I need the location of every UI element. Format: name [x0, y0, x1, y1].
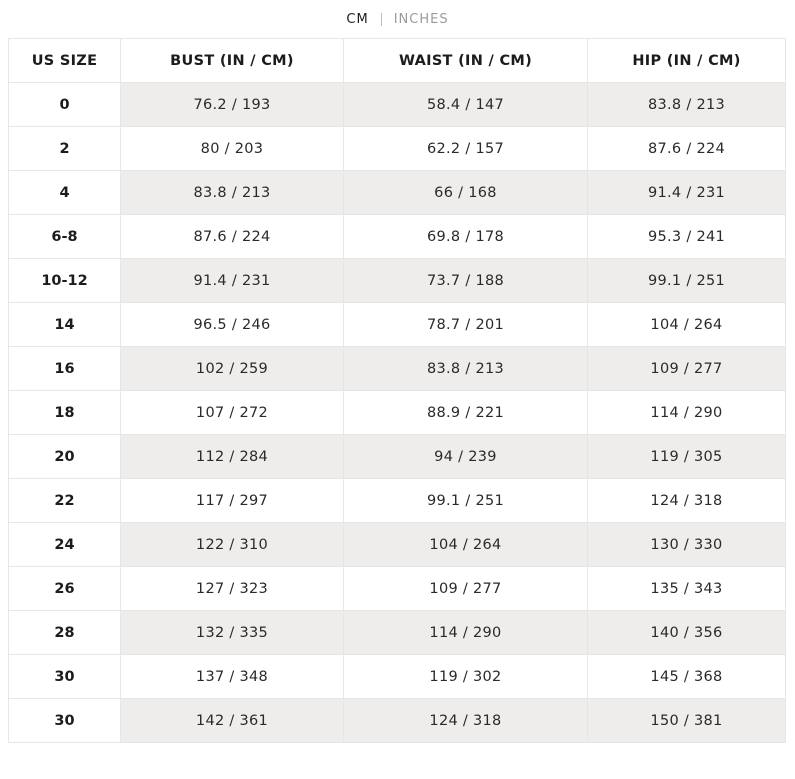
table-row	[9, 127, 786, 171]
table-row	[9, 655, 786, 699]
waist-cell: 104 / 264	[344, 523, 588, 567]
table-row	[9, 479, 786, 523]
hip-cell: 91.4 / 231	[588, 171, 786, 215]
waist-cell: 94 / 239	[344, 435, 588, 479]
bust-cell: 107 / 272	[121, 391, 344, 435]
hip-cell: 140 / 356	[588, 611, 786, 655]
table-row	[9, 83, 786, 127]
waist-cell: 66 / 168	[344, 171, 588, 215]
table-row	[9, 523, 786, 567]
size-cell: 20	[9, 435, 121, 479]
hip-cell: 145 / 368	[588, 655, 786, 699]
size-cell: 18	[9, 391, 121, 435]
waist-cell: 58.4 / 147	[344, 83, 588, 127]
unit-divider	[381, 13, 382, 26]
bust-cell: 132 / 335	[121, 611, 344, 655]
hip-cell: 109 / 277	[588, 347, 786, 391]
table-row	[9, 391, 786, 435]
bust-cell: 76.2 / 193	[121, 83, 344, 127]
hip-cell: 114 / 290	[588, 391, 786, 435]
waist-cell: 83.8 / 213	[344, 347, 588, 391]
waist-cell: 73.7 / 188	[344, 259, 588, 303]
bust-cell: 117 / 297	[121, 479, 344, 523]
hip-cell: 150 / 381	[588, 699, 786, 743]
header-us-size: US SIZE	[9, 39, 121, 83]
size-cell: 2	[9, 127, 121, 171]
table-body	[9, 83, 786, 743]
bust-cell: 122 / 310	[121, 523, 344, 567]
inches-unit-option[interactable]: INCHES	[393, 12, 449, 27]
size-cell: 22	[9, 479, 121, 523]
size-cell: 4	[9, 171, 121, 215]
unit-toggle	[0, 12, 795, 27]
waist-cell: 124 / 318	[344, 699, 588, 743]
hip-cell: 83.8 / 213	[588, 83, 786, 127]
size-cell: 24	[9, 523, 121, 567]
bust-cell: 96.5 / 246	[121, 303, 344, 347]
header-hip: HIP (IN / CM)	[588, 39, 786, 83]
hip-cell: 130 / 330	[588, 523, 786, 567]
header-waist: WAIST (IN / CM)	[344, 39, 588, 83]
table-row	[9, 215, 786, 259]
size-cell: 0	[9, 83, 121, 127]
size-cell: 30	[9, 699, 121, 743]
waist-cell: 119 / 302	[344, 655, 588, 699]
hip-cell: 124 / 318	[588, 479, 786, 523]
hip-cell: 135 / 343	[588, 567, 786, 611]
bust-cell: 91.4 / 231	[121, 259, 344, 303]
bust-cell: 80 / 203	[121, 127, 344, 171]
hip-cell: 87.6 / 224	[588, 127, 786, 171]
bust-cell: 127 / 323	[121, 567, 344, 611]
waist-cell: 62.2 / 157	[344, 127, 588, 171]
hip-cell: 119 / 305	[588, 435, 786, 479]
size-cell: 6-8	[9, 215, 121, 259]
size-cell: 28	[9, 611, 121, 655]
table-row	[9, 347, 786, 391]
waist-cell: 88.9 / 221	[344, 391, 588, 435]
bust-cell: 83.8 / 213	[121, 171, 344, 215]
table-header-row	[9, 39, 786, 83]
cm-unit-option[interactable]: CM	[346, 12, 369, 27]
waist-cell: 109 / 277	[344, 567, 588, 611]
bust-cell: 112 / 284	[121, 435, 344, 479]
waist-cell: 69.8 / 178	[344, 215, 588, 259]
size-cell: 14	[9, 303, 121, 347]
table-row	[9, 435, 786, 479]
table-row	[9, 699, 786, 743]
size-cell: 16	[9, 347, 121, 391]
table-row	[9, 259, 786, 303]
waist-cell: 78.7 / 201	[344, 303, 588, 347]
bust-cell: 142 / 361	[121, 699, 344, 743]
header-bust: BUST (IN / CM)	[121, 39, 344, 83]
table-row	[9, 611, 786, 655]
table-row	[9, 171, 786, 215]
table-row	[9, 567, 786, 611]
size-cell: 10-12	[9, 259, 121, 303]
hip-cell: 99.1 / 251	[588, 259, 786, 303]
waist-cell: 114 / 290	[344, 611, 588, 655]
table-row	[9, 303, 786, 347]
size-cell: 26	[9, 567, 121, 611]
waist-cell: 99.1 / 251	[344, 479, 588, 523]
bust-cell: 87.6 / 224	[121, 215, 344, 259]
hip-cell: 95.3 / 241	[588, 215, 786, 259]
hip-cell: 104 / 264	[588, 303, 786, 347]
size-cell: 30	[9, 655, 121, 699]
size-chart-table	[8, 38, 786, 743]
bust-cell: 137 / 348	[121, 655, 344, 699]
bust-cell: 102 / 259	[121, 347, 344, 391]
